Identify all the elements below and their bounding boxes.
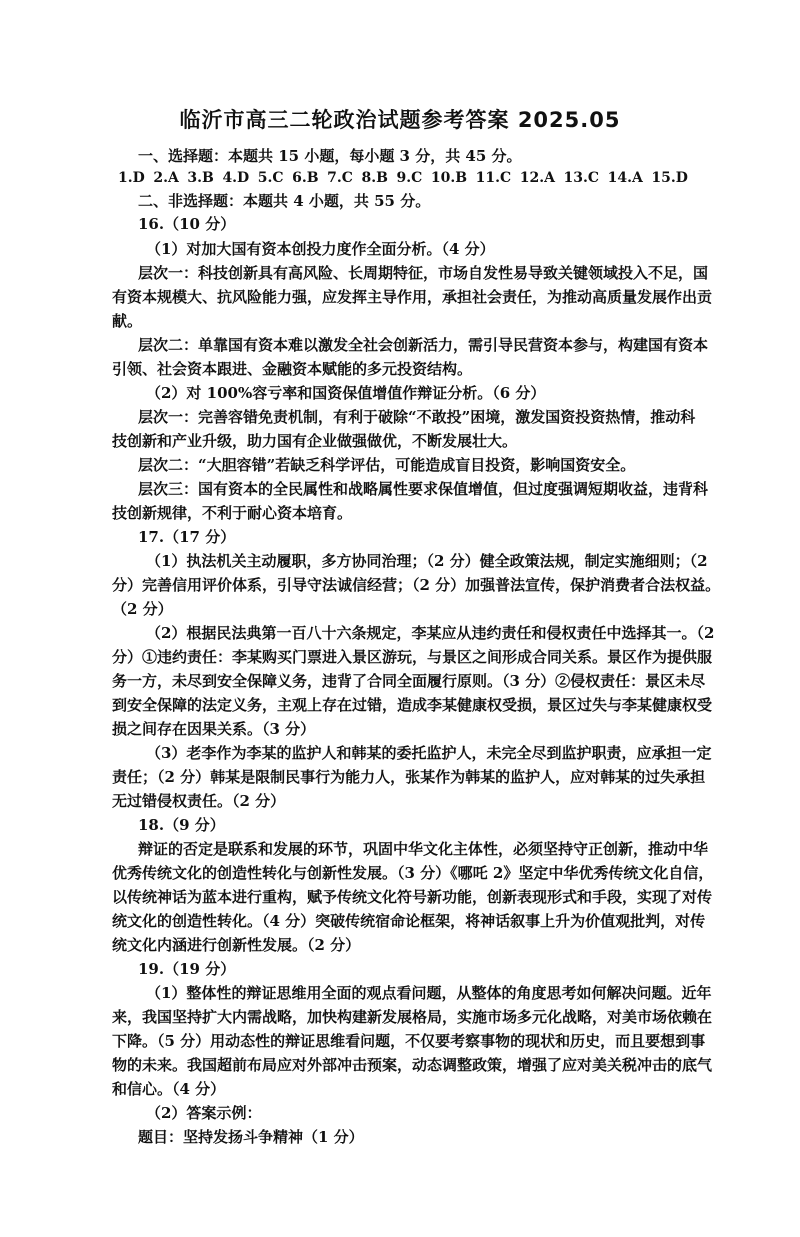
body-line: （2）答案示例： [146, 1104, 262, 1122]
body-line: 层次一：完善容错免责机制，有利于破除“不敢投”困境，激发国资投资热情，推动科 [138, 408, 696, 426]
answer-item: 3.B [187, 170, 214, 186]
body-line: 统文化内涵进行创新性发展。（2 分） [112, 936, 361, 954]
body-line: （1）执法机关主动履职，多方协同治理；（2 分）健全政策法规，制定实施细则；（2 [146, 552, 708, 570]
body-line: 和信心。（4 分） [112, 1080, 226, 1098]
body-line: 责任；（2 分）韩某是限制民事行为能力人，张某作为韩某的监护人，应对韩某的过失承担 [112, 768, 706, 786]
body-line: 以传统神话为蓝本进行重构，赋予传统文化符号新功能，创新表现形式和手段，实现了对传 [112, 888, 713, 906]
body-line: 层次二：单靠国有资本难以激发全社会创新活力，需引导民营资本参与，构建国有资本 [138, 336, 709, 354]
answer-item: 1.D [118, 170, 145, 186]
body-line: （2 分） [112, 600, 173, 618]
body-line: 到安全保障的法定义务，主观上存在过错，造成李某健康权受损，景区过失与李某健康权受 [112, 696, 713, 714]
body-line: （2）根据民法典第一百八十六条规定，李某应从违约责任和侵权责任中选择其一。（2 [146, 624, 715, 642]
body-line: （1）对加大国有资本创投力度作全面分析。（4 分） [146, 240, 495, 258]
section-heading-choice: 一、选择题：本题共 15 小题，每小题 3 分，共 45 分。 [138, 147, 522, 165]
question-heading: 17.（17 分） [138, 528, 236, 546]
answer-item: 7.C [327, 170, 353, 186]
section-heading-essay: 二、非选择题：本题共 4 小题，共 55 分。 [138, 192, 431, 210]
body-line: 技创新规律，不利于耐心资本培育。 [112, 504, 353, 522]
question-heading: 16.（10 分） [138, 215, 236, 233]
body-line: 层次一：科技创新具有高风险、长周期特征，市场自发性易导致关键领域投入不足，国 [138, 264, 709, 282]
answer-item: 15.D [651, 170, 688, 186]
body-line: 务一方，未尽到安全保障义务，违背了合同全面履行原则。（3 分）②侵权责任：景区未尽 [112, 672, 706, 690]
body-line: （3）老李作为李某的监护人和韩某的委托监护人，未完全尽到监护职责，应承担一定 [146, 744, 712, 762]
answer-item: 11.C [475, 170, 512, 186]
answer-item: 5.C [257, 170, 284, 186]
body-line: 损之间存在因果关系。（3 分） [112, 720, 316, 738]
body-line: 有资本规模大、抗风险能力强，应发挥主导作用，承担社会责任，为推动高质量发展作出贡 [112, 288, 713, 306]
body-line: 题目：坚持发扬斗争精神（1 分） [138, 1128, 364, 1146]
body-line: 献。 [112, 312, 143, 330]
answer-item: 13.C [563, 170, 600, 186]
answer-item: 9.C [396, 170, 423, 186]
answer-item: 4.D [222, 170, 250, 186]
answer-item: 12.A [519, 170, 555, 186]
body-line: 无过错侵权责任。（2 分） [112, 792, 286, 810]
page-title: 临沂市高三二轮政治试题参考答案 2025.05 [179, 108, 621, 132]
body-line: 来，我国坚持扩大内需战略，加快构建新发展格局，实施市场多元化战略，对美市场依赖在 [112, 1008, 713, 1026]
body-line: 统文化的创造性转化。（4 分）突破传统宿命论框架，将神话叙事上升为价值观批判，对传 [112, 912, 706, 930]
body-line: 引领、社会资本跟进、金融资本赋能的多元投资结构。 [112, 360, 473, 378]
answer-item: 10.B [430, 170, 468, 186]
body-line: 辩证的否定是联系和发展的环节，巩固中华文化主体性，必须坚持守正创新，推动中华 [138, 840, 709, 858]
body-line: 层次二：“大胆容错”若缺乏科学评估，可能造成盲目投资，影响国资安全。 [138, 456, 636, 474]
body-line: （2）对 100%容亏率和国资保值增值作辩证分析。（6 分） [146, 384, 546, 402]
question-heading: 19.（19 分） [138, 960, 236, 978]
answer-item: 6.B [292, 170, 319, 186]
answer-item: 14.A [607, 170, 643, 186]
body-line: 物的未来。我国超前布局应对外部冲击预案，动态调整政策，增强了应对美关税冲击的底气 [112, 1056, 713, 1074]
answer-item: 8.B [361, 170, 388, 186]
question-heading: 18.（9 分） [138, 816, 225, 834]
body-line: 下降。（5 分）用动态性的辩证思维看问题，不仅要考察事物的现状和历史，而且要想到事 [112, 1032, 706, 1050]
choice-answer-row [118, 168, 688, 188]
body-line: （1）整体性的辩证思维用全面的观点看问题，从整体的角度思考如何解决问题。近年 [146, 984, 712, 1002]
body-line: 分）①违约责任：李某购买门票进入景区游玩，与景区之间形成合同关系。景区作为提供服 [112, 648, 713, 666]
answer-item: 2.A [153, 170, 179, 186]
body-line: 优秀传统文化的创造性转化与创新性发展。（3 分）《哪吒 2》坚定中华优秀传统文化自信， [112, 864, 714, 882]
body-line: 技创新和产业升级，助力国有企业做强做优，不断发展壮大。 [112, 432, 518, 450]
body-line: 分）完善信用评价体系，引导守法诚信经营；（2 分）加强普法宣传，保护消费者合法权益。 [112, 576, 721, 594]
body-line: 层次三：国有资本的全民属性和战略属性要求保值增值，但过度强调短期收益，违背科 [138, 480, 709, 498]
